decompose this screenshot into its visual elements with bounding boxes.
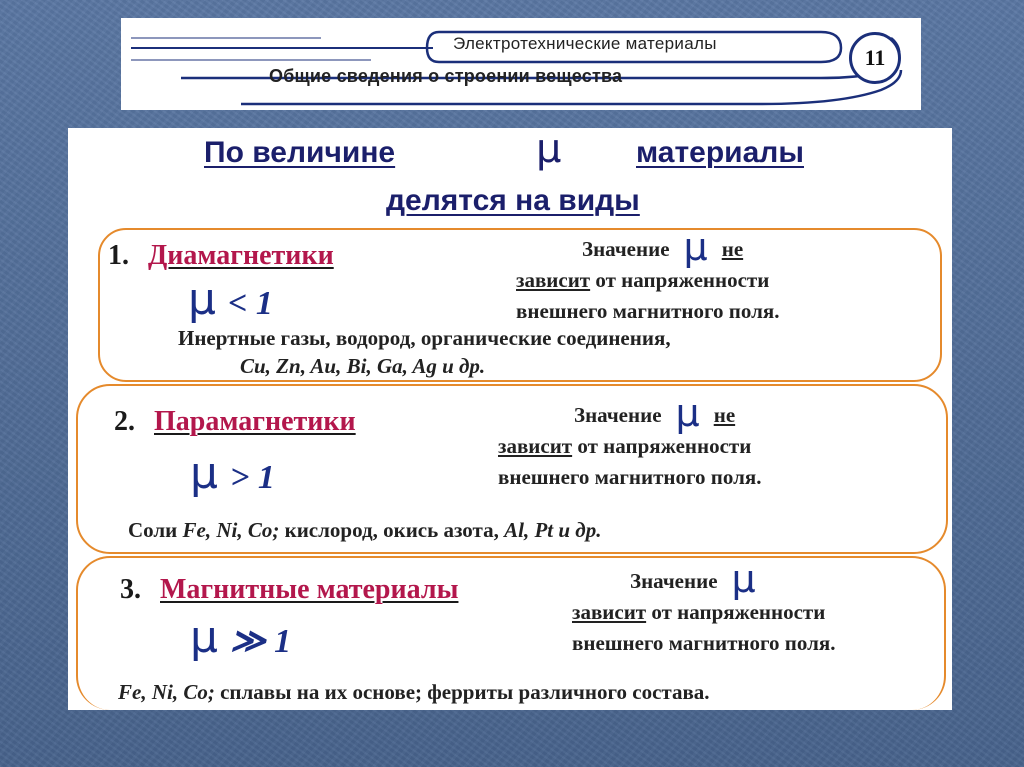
section-paramagnetics	[76, 384, 948, 554]
formula	[188, 274, 273, 325]
dependency-description	[516, 225, 896, 327]
slide-title-part2: материалы	[636, 136, 804, 169]
field-text: внешнего магнитного поля.	[572, 631, 836, 655]
negation-word: не	[713, 403, 736, 427]
examples-prefix: Соли	[128, 518, 178, 542]
depends-rest: от напряженности	[595, 268, 770, 292]
page-number-badge	[849, 32, 901, 84]
category-name: Магнитные материалы	[160, 574, 459, 605]
category-name: Диамагнетики	[148, 240, 334, 271]
field-text: внешнего магнитного поля.	[498, 465, 762, 489]
mu-symbol: μ	[190, 612, 218, 663]
slide-panel	[68, 128, 952, 710]
category-name: Парамагнетики	[154, 406, 356, 437]
formula	[190, 612, 291, 663]
value-label: Значение	[574, 403, 662, 427]
page-number: 11	[864, 45, 886, 70]
category-number: 3.	[120, 574, 141, 605]
subject-title: Электротехнические материалы	[453, 34, 717, 53]
depends-word: зависит	[572, 600, 647, 624]
mu-symbol: μ	[675, 391, 700, 435]
mu-symbol: μ	[190, 448, 218, 499]
topic-title: Общие сведения о строении вещества	[269, 66, 623, 86]
formula-relation: < 1	[228, 285, 273, 322]
examples-elements2: Al, Pt	[504, 518, 554, 542]
mu-symbol: μ	[731, 557, 756, 601]
depends-rest: от напряженности	[577, 434, 752, 458]
section-diamagnetics	[98, 225, 942, 382]
negation-word: не	[721, 237, 744, 261]
formula-relation: > 1	[230, 459, 275, 496]
depends-word: зависит	[516, 268, 591, 292]
value-label: Значение	[630, 569, 718, 593]
examples-rest: сплавы на их основе; ферриты различного состава.	[220, 680, 710, 704]
depends-rest: от напряженности	[651, 600, 826, 624]
field-text: внешнего магнитного поля.	[516, 299, 780, 323]
examples-line1: Инертные газы, водород, органические соединения,	[178, 326, 671, 350]
depends-word: зависит	[498, 434, 573, 458]
mu-symbol: μ	[683, 225, 708, 269]
dependency-description	[572, 557, 952, 659]
section-magnetic-materials	[76, 556, 946, 710]
banner-decoration	[121, 18, 921, 110]
dependency-description	[498, 391, 878, 493]
formula-relation: ≫ 1	[230, 623, 292, 660]
examples-line2: Cu, Zn, Au, Bi, Ga, Ag и др.	[240, 354, 486, 378]
formula	[190, 448, 275, 499]
header-banner	[121, 18, 921, 110]
slide-title-part1: По величине	[204, 136, 396, 169]
examples	[128, 516, 601, 544]
examples-suffix: и др.	[558, 518, 602, 542]
examples-middle: кислород, окись азота,	[284, 518, 499, 542]
value-label: Значение	[582, 237, 670, 261]
examples-elements: Fe, Ni, Co;	[182, 518, 280, 542]
mu-symbol-title: μ	[536, 126, 562, 172]
category-number: 2.	[114, 406, 135, 437]
examples	[178, 324, 671, 380]
examples-elements: Fe, Ni, Co;	[118, 680, 215, 704]
slide-title-line2: делятся на виды	[386, 184, 640, 217]
examples	[118, 678, 710, 706]
mu-symbol: μ	[188, 274, 216, 325]
category-number: 1.	[108, 240, 129, 271]
